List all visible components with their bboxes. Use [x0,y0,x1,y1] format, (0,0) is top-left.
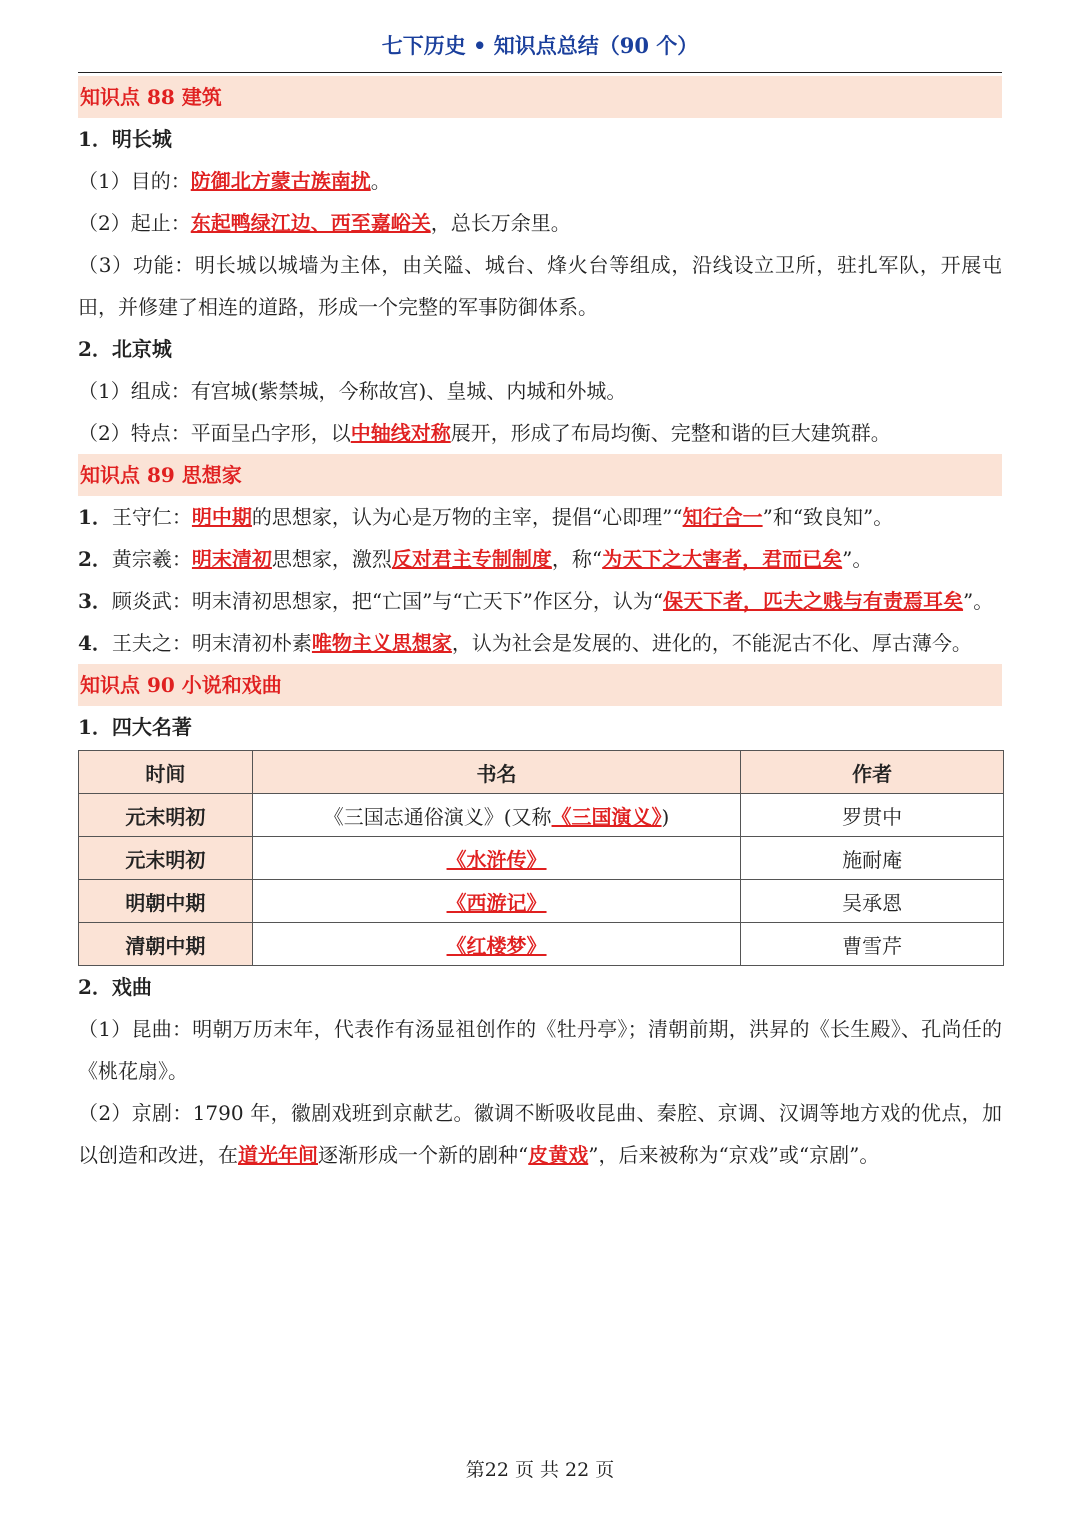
book-key-title: 《三国演义》 [551,804,662,829]
book-key-title: 《红楼梦》 [446,933,547,958]
s89-item2-key1: 明末清初 [191,547,272,571]
table-cell-author: 吴承恩 [741,880,1004,923]
header-divider [78,72,1002,73]
table-row [79,837,1004,880]
s90-heading-novels: 1．四大名著 [78,715,192,739]
table-cell-book [252,794,740,837]
s88-purpose [78,160,1002,202]
book-title-end: ) [661,804,670,829]
s88-feature-key: 中轴线对称 [350,421,451,445]
table-cell-period: 元末明初 [79,794,253,837]
s90-kunqu: （1）昆曲：明朝万历末年，代表作有汤显祖创作的《牡丹亭》；清朝前期，洪昇的《长生殿》、孔尚任的《桃花扇》。 [78,1017,1002,1083]
s88-composition: （1）组成：有宫城(紫禁城，今称故宫)、皇城、内城和外城。 [78,379,627,403]
section-88-title: 知识点 88 建筑 [78,76,1002,118]
s89-item3-number: 3． [78,589,112,613]
s89-item1-text: 的思想家，认为心是万物的主宰，提倡“心即理”“ [251,505,683,529]
s89-item3-text: 顾炎武：明末清初思想家，把“亡国”与“亡天下”作区分，认为“ [111,589,664,613]
page-footer-number: 第22 页 共 22 页 [465,1459,615,1481]
table-row [79,923,1004,966]
s90-peking-opera-text: （2）京剧：1790 年，徽剧戏班到京献艺。徽调不断吸收昆曲、秦腔、京调、汉调等地方戏的优点，加以创造和改进，在 [78,1101,1002,1167]
s89-item2-text: 思想家，激烈 [271,547,392,571]
s88-purpose-end: 。 [370,169,391,193]
table-header-period: 时间 [79,751,253,794]
s89-item1-key2: 知行合一 [682,505,763,529]
book-key-title: 《西游记》 [446,890,547,915]
s88-extent-label: （2）起止： [78,211,191,235]
table-header-author: 作者 [741,751,1004,794]
table-cell-author: 施耐庵 [741,837,1004,880]
s89-item1-number: 1． [78,505,112,529]
s88-function: （3）功能：明长城以城墙为主体，由关隘、城台、烽火台等组成，沿线设立卫所，驻扎军队，开展屯田，并修建了相连的道路，形成一个完整的军事防御体系。 [78,253,1002,319]
s89-item2-number: 2． [78,547,112,571]
s89-item1-end: ”和“致良知”。 [762,505,894,529]
s89-item2-key2: 反对君主专制制度 [391,547,552,571]
s90-peking-opera-end: ”，后来被称为“京戏”或“京剧”。 [588,1143,880,1167]
table-header-row [79,751,1004,794]
s89-item3-end: ”。 [963,589,994,613]
table-cell-author: 曹雪芹 [741,923,1004,966]
s89-item1-name: 王守仁： [111,505,192,529]
s88-purpose-label: （1）目的： [78,169,191,193]
table-cell-book [252,923,740,966]
table-cell-period: 明朝中期 [79,880,253,923]
s89-gu-yanwu [78,580,1002,622]
s90-peking-opera-key2: 皮黄戏 [528,1143,589,1167]
book-full-title: 《三国志通俗演义》(又称 [323,804,552,829]
s89-item2-end: ”。 [842,547,873,571]
s90-peking-opera [78,1092,1002,1176]
table-cell-book [252,880,740,923]
s88-purpose-key: 防御北方蒙古族南扰 [190,169,371,193]
document-body [78,76,1002,1176]
s89-wang-fuzhi [78,622,1002,664]
s88-heading-great-wall: 1．明长城 [78,127,172,151]
s88-extent-key: 东起鸭绿江边、西至嘉峪关 [190,211,431,235]
s88-feature [78,412,1002,454]
section-90-title: 知识点 90 小说和戏曲 [78,664,1002,706]
s89-wang-shouren [78,496,1002,538]
s90-heading-opera: 2．戏曲 [78,975,152,999]
s88-extent [78,202,1002,244]
s90-peking-opera-text2: 逐渐形成一个新的剧种“ [318,1143,529,1167]
table-cell-period: 清朝中期 [79,923,253,966]
s89-item1-key1: 明中期 [191,505,252,529]
s89-item2-key3: 为天下之大害者，君而已矣 [602,547,843,571]
book-key-title: 《水浒传》 [446,847,547,872]
four-classics-table [78,750,1004,966]
s89-item4-number: 4． [78,631,112,655]
s89-item2-text2: ，称“ [551,547,603,571]
s88-heading-beijing: 2．北京城 [78,337,172,361]
table-cell-period: 元末明初 [79,837,253,880]
table-header-book: 书名 [252,751,740,794]
table-cell-book [252,837,740,880]
section-89-title: 知识点 89 思想家 [78,454,1002,496]
s89-item2-name: 黄宗羲： [111,547,192,571]
table-row [79,880,1004,923]
s89-huang-zongxi [78,538,1002,580]
s88-extent-end: ，总长万余里。 [430,211,571,235]
s89-item3-key: 保天下者，匹夫之贱与有责焉耳矣 [663,589,964,613]
s88-feature-label: （2）特点：平面呈凸字形，以 [78,421,351,445]
s90-peking-opera-key1: 道光年间 [238,1143,318,1167]
s88-feature-end: 展开，形成了布局均衡、完整和谐的巨大建筑群。 [450,421,891,445]
s89-item4-key: 唯物主义思想家 [311,631,452,655]
table-cell-author: 罗贯中 [741,794,1004,837]
s89-item4-text: 王夫之：明末清初朴素 [111,631,312,655]
page-header-title: 七下历史 • 知识点总结（90 个） [381,33,699,58]
s89-item4-end: ，认为社会是发展的、进化的，不能泥古不化、厚古薄今。 [451,631,972,655]
table-row [79,794,1004,837]
